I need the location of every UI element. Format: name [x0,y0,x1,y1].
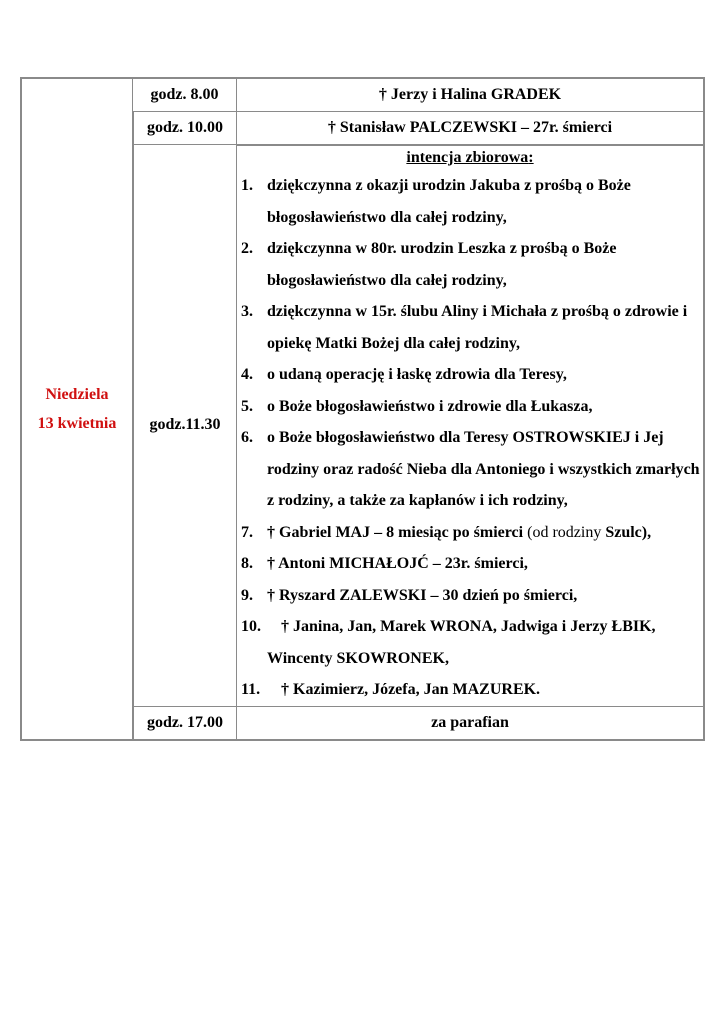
mass-schedule-table [20,77,705,741]
item-text: o Boże błogosławieństwo i zdrowie dla Łukasza, [267,397,593,415]
list-item [237,580,703,612]
item-text: dziękczynna z okazji urodzin Jakuba z prośbą o Boże błogosławieństwo dla całej rodziny, [267,177,631,226]
item-number: 10. [241,618,261,635]
item-text: † Antoni MICHAŁOJĆ – 23r. śmierci, [267,555,528,572]
table-row [21,78,704,112]
item-text: o udaną operację i łaskę zdrowia dla Teresy, [267,366,567,383]
item-text: o Boże błogosławieństwo dla Teresy OSTROWSKIEJ i Jej rodziny oraz radość Nieba dla Antoniego i wszystkich zmarłych z rodziny, a także za kapłanów i ich rodziny, [267,429,700,509]
collective-intention-heading-text: intencja zbiorowa [406,149,529,166]
day-date: 13 kwietnia [37,414,117,432]
list-item [237,296,703,359]
mass-intention: † Stanisław PALCZEWSKI – 27r. śmierci [237,112,704,145]
item-text-tail: Szulc), [601,523,652,541]
item-text: † Kazimierz, Józefa, Jan MAZUREK. [281,681,541,698]
mass-time: godz. 10.00 [133,112,237,145]
mass-time: godz.11.30 [133,145,237,707]
day-cell [21,78,133,740]
mass-intention: za parafian [237,707,704,740]
list-item [237,517,703,549]
item-number: 7. [241,523,253,541]
item-text: dziękczynna w 80r. urodzin Leszka z prośbą o Boże błogosławieństwo dla całej rodziny, [267,240,617,289]
list-item [237,422,703,517]
item-number: 9. [241,586,253,604]
item-text: † Gabriel MAJ – 8 miesiąc po śmierci [267,523,528,541]
item-number: 5. [241,397,253,415]
item-number: 6. [241,429,253,446]
item-number: 4. [241,366,253,383]
list-item [237,359,703,391]
item-number: 11. [241,681,261,698]
item-text: † Janina, Jan, Marek WRONA, Jadwiga i Jerzy ŁBIK, Wincenty SKOWRONEK, [267,618,656,667]
item-text: † Ryszard ZALEWSKI – 30 dzień po śmierci, [267,586,578,604]
item-text-group [267,524,651,541]
collective-intention-cell [237,145,704,707]
list-item [237,611,703,674]
list-item [237,674,703,706]
item-text: dziękczynna w 15r. ślubu Aliny i Michała z prośbą o zdrowie i opiekę Matki Bożej dla całej rodziny, [267,303,688,352]
mass-time: godz. 8.00 [133,78,237,112]
mass-intention: † Jerzy i Halina GRADEK [237,78,704,112]
heading-colon: : [528,149,534,166]
mass-time: godz. 17.00 [133,707,237,740]
item-text-note: (od rodziny [527,523,602,541]
list-item [237,548,703,580]
item-number: 1. [241,177,253,194]
item-number: 3. [241,303,253,320]
day-name: Niedziela [45,385,109,403]
list-item [237,170,703,233]
item-number: 2. [241,240,253,257]
list-item [237,391,703,423]
item-number: 8. [241,555,253,572]
list-item [237,233,703,296]
intention-list [237,170,703,706]
collective-intention-heading [237,146,703,170]
